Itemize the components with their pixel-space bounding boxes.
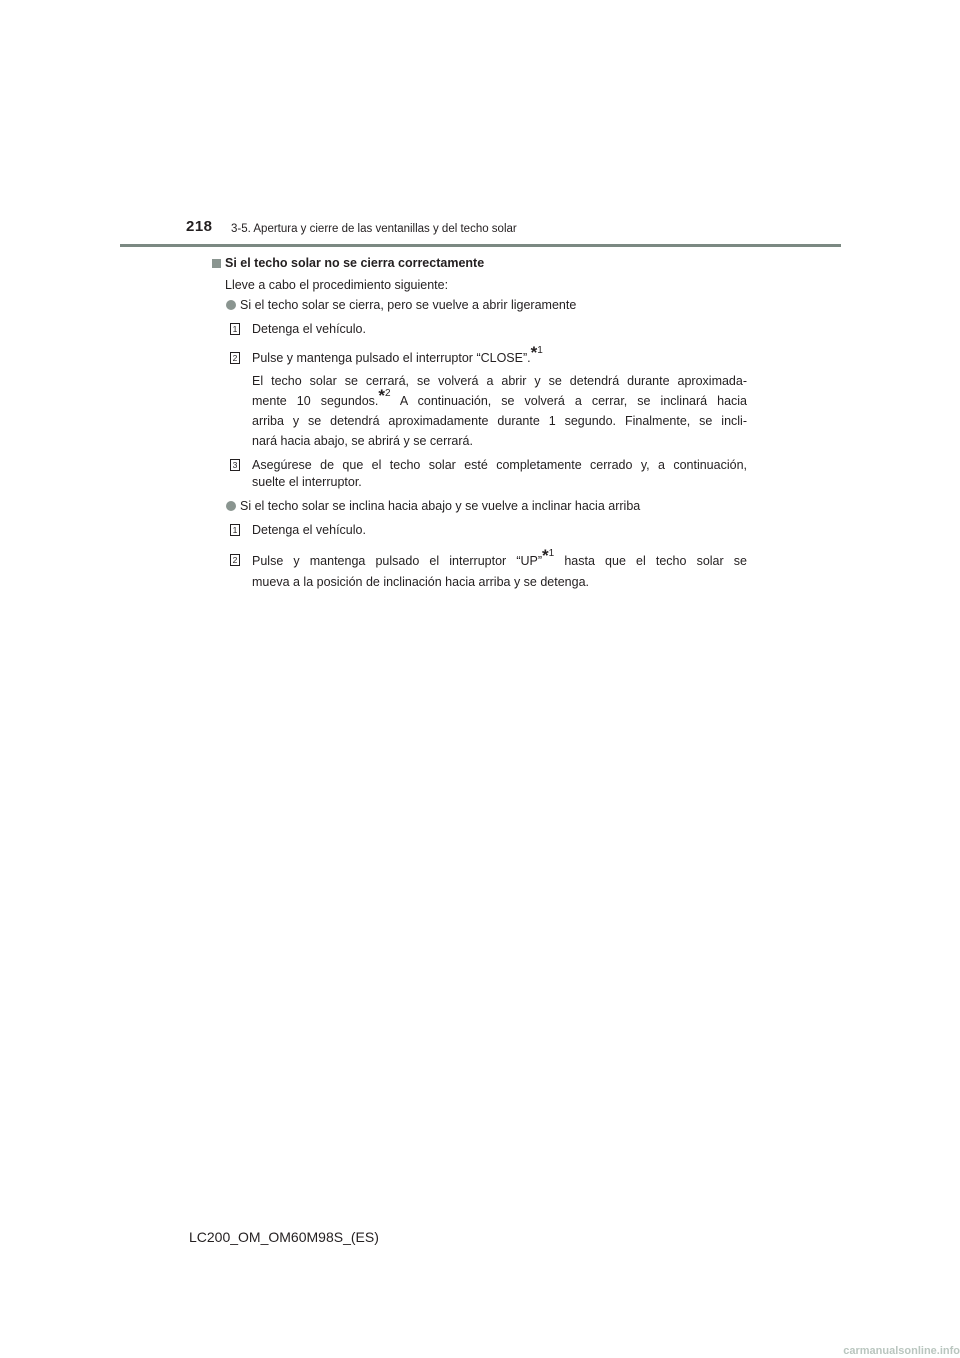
case1-step3-text: Asegúrese de que el techo solar esté completamente cerrado y, a continuación, suelte el interruptor. bbox=[252, 458, 747, 489]
page-number: 218 bbox=[186, 218, 213, 235]
running-header: 3-5. Apertura y cierre de las ventanillas y del techo solar bbox=[231, 223, 517, 235]
footnote-mark: *1 bbox=[542, 546, 555, 565]
case1-step1-text: Detenga el vehículo. bbox=[252, 322, 366, 336]
detail-line-4: nará hacia abajo, se abrirá y se cerrará. bbox=[252, 434, 473, 448]
step-number-1: 1 bbox=[230, 524, 240, 536]
step-number-2: 2 bbox=[230, 352, 240, 364]
detail-line-3: arriba y se detendrá aproximadamente durante 1 segundo. Finalmente, se incli- bbox=[252, 414, 747, 428]
step-number-2: 2 bbox=[230, 554, 240, 566]
document-code: LC200_OM_OM60M98S_(ES) bbox=[189, 1229, 379, 1245]
footnote-mark: *1 bbox=[530, 343, 543, 362]
case2-title: Si el techo solar se inclina hacia abajo y se vuelve a inclinar hacia arriba bbox=[240, 499, 641, 513]
watermark: carmanualsonline.info bbox=[843, 1345, 960, 1357]
case2-step2-text: Pulse y mantenga pulsado el interruptor “UP”$^{*1}$ hasta que el techo solar se mueva a la posición de inclinación hacia arriba y se detenga. bbox=[252, 546, 747, 589]
header-rule bbox=[120, 244, 841, 247]
section-heading: Si el techo solar no se cierra correctamente bbox=[225, 256, 485, 270]
detail-line-1: El techo solar se cerrará, se volverá a abrir y se detendrá durante aproximada- bbox=[252, 374, 747, 388]
circle-bullet-icon bbox=[226, 300, 236, 310]
step-number-1: 1 bbox=[230, 323, 240, 335]
intro-text: Lleve a cabo el procedimiento siguiente: bbox=[225, 278, 449, 292]
case1-step2-text bbox=[252, 343, 543, 367]
case1-step2-detail bbox=[252, 371, 747, 451]
case2-step1-text: Detenga el vehículo. bbox=[252, 523, 366, 537]
case1-title: Si el techo solar se cierra, pero se vuelve a abrir ligeramente bbox=[240, 298, 577, 312]
square-bullet-icon bbox=[212, 259, 221, 268]
step-number-3: 3 bbox=[230, 459, 240, 471]
footnote-mark: *2 bbox=[378, 386, 391, 405]
case1-step2-label: Pulse y mantenga pulsado el interruptor “CLOSE”. bbox=[252, 351, 531, 365]
circle-bullet-icon bbox=[226, 501, 236, 511]
detail-line-2: mente 10 segundos.$^{*2}$ A continuación, se volverá a cerrar, se inclinará hacia bbox=[252, 386, 748, 408]
